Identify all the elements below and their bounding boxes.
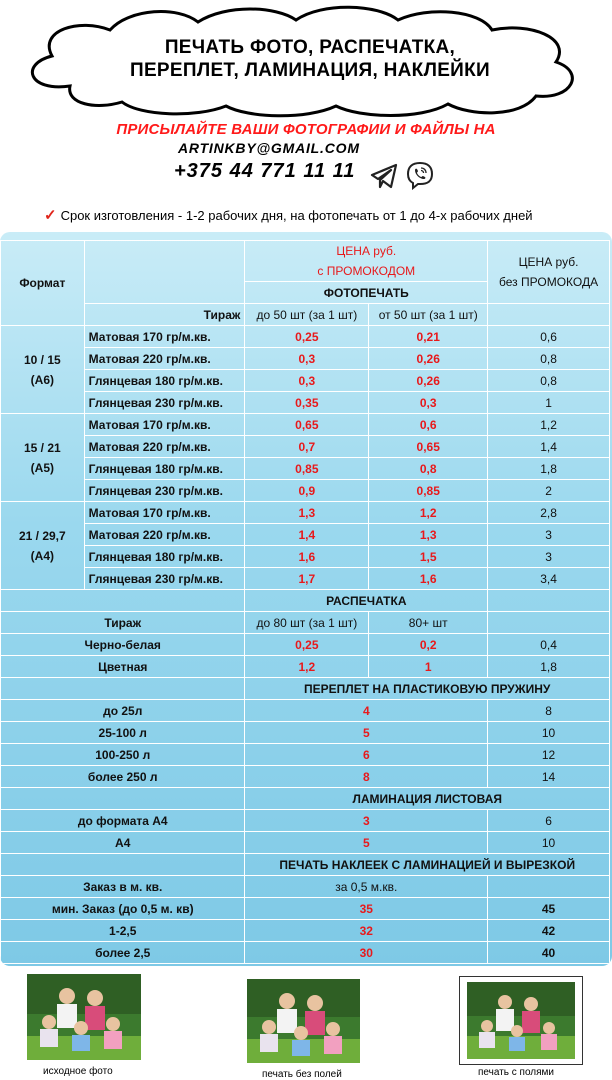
paper-type: Матовая 220 гр/м.кв. (84, 436, 245, 458)
price-promo-tier2: 0,26 (369, 348, 488, 370)
table-row (1, 700, 610, 722)
price-nopromo: 40 (488, 942, 610, 964)
price-promo-tier2: 1,2 (369, 502, 488, 524)
sample-photos (0, 972, 612, 1080)
header-cloud (0, 0, 612, 120)
page-title (90, 36, 530, 82)
price-nopromo: 3 (488, 546, 610, 568)
price-promo-tier2: 0,26 (369, 370, 488, 392)
price-promo-tier2: 0,21 (369, 326, 488, 348)
price-promo-tier1: 0,65 (245, 414, 369, 436)
price-promo-tier2: 1,5 (369, 546, 488, 568)
family-photo-image (27, 974, 141, 1060)
family-photo-image (247, 979, 360, 1063)
tirazh-row-photo (1, 304, 610, 326)
price-promo: 5 (245, 722, 488, 744)
price-promo: 6 (245, 744, 488, 766)
blank-cell (1, 854, 245, 876)
price-promo-tier1: 0,3 (245, 348, 369, 370)
blank-cell (84, 241, 245, 304)
row-label: более 250 л (1, 766, 245, 788)
price-nopromo: 0,6 (488, 326, 610, 348)
print-tier-2: 80+ шт (369, 612, 488, 634)
table-row (1, 458, 610, 480)
sticker-qty: более 2,5 (1, 942, 245, 964)
price-promo: 3 (245, 810, 488, 832)
price-promo-tier1: 1,7 (245, 568, 369, 590)
blank-cell (488, 876, 610, 898)
table-row (1, 722, 610, 744)
tirazh-label: Тираж (1, 612, 245, 634)
table-row (1, 898, 610, 920)
price-nopromo: 6 (488, 810, 610, 832)
price-table-body (1, 241, 610, 964)
paper-type: Глянцевая 230 гр/м.кв. (84, 480, 245, 502)
production-term (44, 206, 533, 224)
blank-cell (1, 788, 245, 810)
paper-type: Матовая 170 гр/м.кв. (84, 326, 245, 348)
price-nopromo: 3,4 (488, 568, 610, 590)
price-promo-tier1: 0,7 (245, 436, 369, 458)
table-row (1, 832, 610, 854)
price-nopromo: 12 (488, 744, 610, 766)
price-promo-tier2: 0,2 (369, 634, 488, 656)
row-label: до 25л (1, 700, 245, 722)
price-nopromo: 1,8 (488, 458, 610, 480)
price-nopromo: 1,4 (488, 436, 610, 458)
price-promo-tier2: 1 (369, 656, 488, 678)
production-term-text: Срок изготовления - 1-2 рабочих дня, на фотопечать от 1 до 4-х рабочих дней (60, 208, 533, 223)
price-nopromo-header (488, 241, 610, 304)
blank-cell (1, 678, 245, 700)
table-row (1, 436, 610, 458)
table-row (1, 348, 610, 370)
table-row (1, 502, 610, 524)
table-row (1, 546, 610, 568)
caption-original: исходное фото (43, 1066, 113, 1077)
table-row (1, 920, 610, 942)
paper-type: Глянцевая 230 гр/м.кв. (84, 568, 245, 590)
price-promo-tier2: 0,65 (369, 436, 488, 458)
paper-type: Глянцевая 180 гр/м.кв. (84, 546, 245, 568)
print-type: Цветная (1, 656, 245, 678)
row-label: до формата А4 (1, 810, 245, 832)
table-row (1, 766, 610, 788)
caption-bordered: печать с полями (478, 1067, 555, 1078)
table-row (1, 634, 610, 656)
blank-cell (488, 590, 610, 612)
table-row (1, 744, 610, 766)
table-row (1, 568, 610, 590)
price-nopromo: 10 (488, 832, 610, 854)
price-nopromo: 0,4 (488, 634, 610, 656)
price-promo-tier2: 0,3 (369, 392, 488, 414)
section-binding: ПЕРЕПЛЕТ НА ПЛАСТИКОВУЮ ПРУЖИНУ (245, 678, 610, 700)
price-nopromo-header-line2: без ПРОМОКОДА (499, 275, 599, 289)
row-label: А4 (1, 832, 245, 854)
paper-type: Матовая 220 гр/м.кв. (84, 348, 245, 370)
sticker-order-label: Заказ в м. кв. (1, 876, 245, 898)
telegram-icon[interactable] (370, 162, 398, 190)
blank-cell (1, 590, 245, 612)
format-paper: (А6) (30, 372, 54, 387)
checkmark-icon: ✓ (44, 207, 57, 224)
price-promo-tier2: 0,8 (369, 458, 488, 480)
price-nopromo: 14 (488, 766, 610, 788)
send-files-heading: ПРИСЫЛАЙТЕ ВАШИ ФОТОГРАФИИ И ФАЙЛЫ НА (116, 121, 496, 138)
price-promo: 5 (245, 832, 488, 854)
format-size: 21 / 29,7 (18, 528, 66, 543)
section-row (1, 678, 610, 700)
price-promo-tier1: 1,3 (245, 502, 369, 524)
price-panel (0, 232, 612, 966)
price-promo-tier1: 1,4 (245, 524, 369, 546)
price-nopromo: 1,8 (488, 656, 610, 678)
price-promo-tier1: 1,6 (245, 546, 369, 568)
price-promo-tier2: 1,3 (369, 524, 488, 546)
price-promo-tier2: 0,85 (369, 480, 488, 502)
paper-type: Матовая 170 гр/м.кв. (84, 502, 245, 524)
section-lamination: ЛАМИНАЦИЯ ЛИСТОВАЯ (245, 788, 610, 810)
section-print: РАСПЕЧАТКА (245, 590, 488, 612)
price-promo: 30 (245, 942, 488, 964)
price-promo-tier1: 0,25 (245, 326, 369, 348)
photo-tier-1: до 50 шт (за 1 шт) (245, 304, 369, 326)
format-cell (1, 326, 85, 414)
section-stickers: ПЕЧАТЬ НАКЛЕЕК С ЛАМИНАЦИЕЙ И ВЫРЕЗКОЙ (245, 854, 610, 876)
price-nopromo: 0,8 (488, 370, 610, 392)
price-nopromo: 45 (488, 898, 610, 920)
phone-number[interactable]: +375 44 771 11 11 (174, 160, 356, 182)
price-promo: 8 (245, 766, 488, 788)
price-promo-header (245, 241, 488, 282)
table-row (1, 392, 610, 414)
sample-photo-original (27, 974, 141, 1060)
price-promo-tier1: 0,3 (245, 370, 369, 392)
caption-borderless: печать без полей (262, 1069, 342, 1080)
paper-type: Матовая 170 гр/м.кв. (84, 414, 245, 436)
table-row (1, 810, 610, 832)
sticker-order-value: за 0,5 м.кв. (245, 876, 488, 898)
price-promo-header-line1: ЦЕНА руб. (336, 244, 397, 258)
price-nopromo: 2,8 (488, 502, 610, 524)
table-row (1, 326, 610, 348)
price-nopromo-header-line1: ЦЕНА руб. (518, 255, 579, 269)
price-promo: 35 (245, 898, 488, 920)
price-nopromo: 8 (488, 700, 610, 722)
price-promo-tier1: 0,85 (245, 458, 369, 480)
table-row (1, 942, 610, 964)
family-photo-image (460, 977, 582, 1064)
price-nopromo: 0,8 (488, 348, 610, 370)
price-nopromo: 2 (488, 480, 610, 502)
title-line-2: ПЕРЕПЛЕТ, ЛАМИНАЦИЯ, НАКЛЕЙКИ (130, 60, 490, 81)
blank-cell (488, 612, 610, 634)
tirazh-row-print (1, 612, 610, 634)
blank-cell (488, 304, 610, 326)
table-header-row (1, 241, 610, 282)
format-paper: (А4) (30, 548, 54, 563)
column-format-header: Формат (1, 241, 85, 326)
photo-tier-2: от 50 шт (за 1 шт) (369, 304, 488, 326)
print-tier-1: до 80 шт (за 1 шт) (245, 612, 369, 634)
paper-type: Глянцевая 230 гр/м.кв. (84, 392, 245, 414)
price-nopromo: 10 (488, 722, 610, 744)
price-nopromo: 1 (488, 392, 610, 414)
format-size: 15 / 21 (23, 440, 61, 455)
table-row (1, 480, 610, 502)
section-row (1, 788, 610, 810)
price-promo-header-line2: с ПРОМОКОДОМ (317, 264, 416, 278)
tirazh-label: Тираж (84, 304, 245, 326)
format-paper: (А5) (30, 460, 54, 475)
row-label: 25-100 л (1, 722, 245, 744)
sticker-qty: мин. Заказ (до 0,5 м. кв) (1, 898, 245, 920)
price-promo: 4 (245, 700, 488, 722)
section-photo-print: ФОТОПЕЧАТЬ (245, 282, 488, 304)
sticker-qty: 1-2,5 (1, 920, 245, 942)
table-row (1, 524, 610, 546)
table-row (1, 656, 610, 678)
print-type: Черно-белая (1, 634, 245, 656)
section-row-print (1, 590, 610, 612)
format-cell (1, 502, 85, 590)
price-promo-tier1: 0,25 (245, 634, 369, 656)
price-promo-tier1: 0,35 (245, 392, 369, 414)
price-nopromo: 42 (488, 920, 610, 942)
paper-type: Матовая 220 гр/м.кв. (84, 524, 245, 546)
section-row-stickers (1, 854, 610, 876)
price-promo-tier2: 0,6 (369, 414, 488, 436)
table-row (1, 414, 610, 436)
sticker-order-row (1, 876, 610, 898)
price-nopromo: 3 (488, 524, 610, 546)
row-label: 100-250 л (1, 744, 245, 766)
viber-icon[interactable] (405, 160, 435, 190)
format-size: 10 / 15 (23, 352, 61, 367)
format-cell (1, 414, 85, 502)
price-promo-tier2: 1,6 (369, 568, 488, 590)
paper-type: Глянцевая 180 гр/м.кв. (84, 458, 245, 480)
price-promo-tier1: 1,2 (245, 656, 369, 678)
title-line-1: ПЕЧАТЬ ФОТО, РАСПЕЧАТКА, (164, 37, 456, 58)
table-row (1, 370, 610, 392)
sample-photo-bordered (459, 976, 583, 1065)
sample-photo-borderless (247, 979, 360, 1063)
price-nopromo: 1,2 (488, 414, 610, 436)
price-promo: 32 (245, 920, 488, 942)
price-table (0, 240, 610, 964)
email-address[interactable]: ARTINKBY@GMAIL.COM (178, 140, 360, 156)
paper-type: Глянцевая 180 гр/м.кв. (84, 370, 245, 392)
price-promo-tier1: 0,9 (245, 480, 369, 502)
